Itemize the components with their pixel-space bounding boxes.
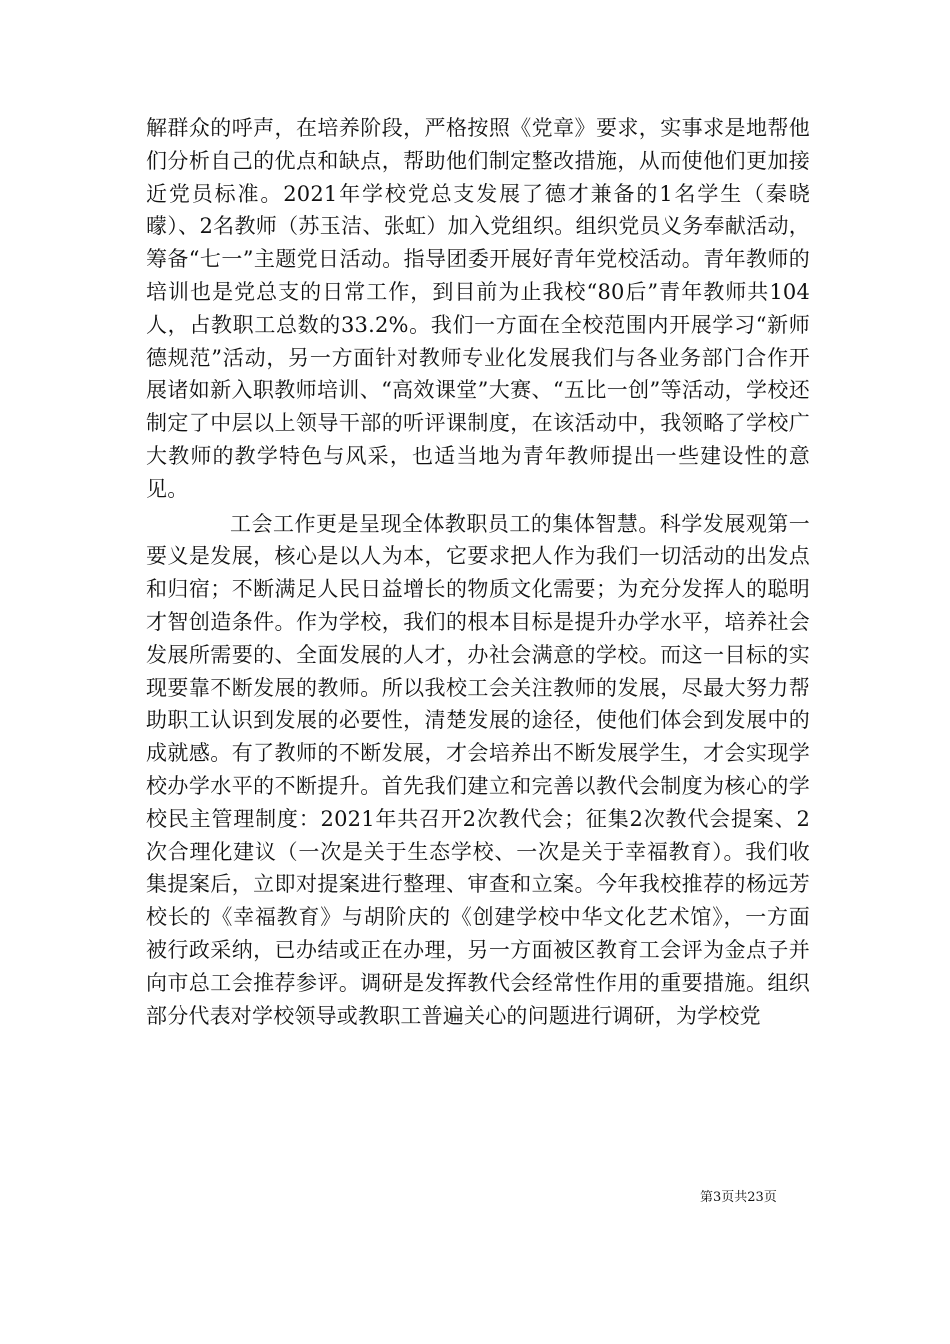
page-footer: 第3页共23页 bbox=[700, 1190, 777, 1205]
body-text bbox=[146, 112, 810, 1032]
paragraph-party-work: 解群众的呼声，在培养阶段，严格按照《党章》要求，实事求是地帮他们分析自己的优点和缺点，帮助他们制定整改措施，从而使他们更加接近党员标准。2021年学校党总支发展了德才兼备的1名学生（秦晓曚）、2名教师（苏玉洁、张虹）加入党组织。组织党员义务奉献活动，筹备“七一”主题党日活动。指导团委开展好青年党校活动。青年教师的培训也是党总支的日常工作，到目前为止我校“80后”青年教师共104人，占教职工总数的33.2%。我们一方面在全校范围内开展学习“新师德规范”活动，另一方面针对教师专业化发展我们与各业务部门合作开展诸如新入职教师培训、“高效课堂”大赛、“五比一创”等活动，学校还制定了中层以上领导干部的听评课制度，在该活动中，我领略了学校广大教师的教学特色与风采，也适当地为青年教师提出一些建设性的意见。 bbox=[146, 116, 810, 501]
paragraph-union-work: 工会工作更是呈现全体教职员工的集体智慧。科学发展观第一要义是发展，核心是以人为本，它要求把人作为我们一切活动的出发点和归宿；不断满足人民日益增长的物质文化需要；为充分发挥人的聪明才智创造条件。作为学校，我们的根本目标是提升办学水平，培养社会发展所需要的、全面发展的人才，办社会满意的学校。而这一目标的实现要靠不断发展的教师。所以我校工会关注教师的发展，尽最大努力帮助职工认识到发展的必要性，清楚发展的途径，使他们体会到发展中的成就感。有了教师的不断发展，才会培养出不断发展学生，才会实现学校办学水平的不断提升。首先我们建立和完善以教代会制度为核心的学校民主管理制度：2021年共召开2次教代会；征集2次教代会提案、2次合理化建议（一次是关于生态学校、一次是关于幸福教育）。我们收集提案后，立即对提案进行整理、审查和立案。今年我校推荐的杨远芳校长的《幸福教育》与胡阶庆的《创建学校中华文化艺术馆》，一方面被行政采纳，已办结或正在办理，另一方面被区教育工会评为金点子并向市总工会推荐参评。调研是发挥教代会经常性作用的重要措施。组织部分代表对学校领导或教职工普遍关心的问题进行调研，为学校党 bbox=[146, 511, 810, 1028]
